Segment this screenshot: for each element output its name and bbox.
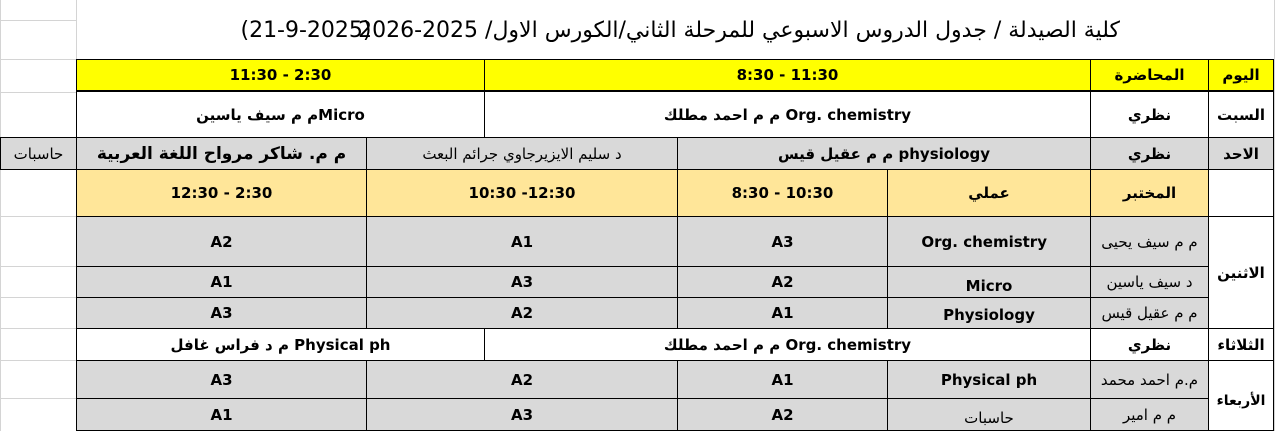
sunday-type: نظري — [1090, 137, 1209, 170]
monday-group-1-1: A3 — [677, 216, 888, 267]
monday-group-2-2: A3 — [366, 266, 678, 298]
lab-header-practical: عملي — [887, 169, 1091, 217]
wednesday-group-2-3: A1 — [76, 398, 367, 431]
tuesday-class-2: م د فراس غافل Physical ph — [76, 328, 485, 361]
sunday-class-1: م م عقيل قيس physiology — [677, 137, 1091, 170]
day-tuesday: الثلاثاء — [1208, 328, 1274, 361]
lab-header-lab: المختبر — [1090, 169, 1209, 217]
date-label: (21-9-2025) — [240, 17, 372, 43]
header-day: اليوم — [1208, 59, 1274, 91]
wednesday-group-1-1: A1 — [677, 360, 888, 399]
day-sunday: الاحد — [1208, 137, 1274, 170]
header-time-2: 11:30 - 2:30 — [76, 59, 485, 91]
monday-teacher-2: د سيف ياسين — [1090, 266, 1209, 298]
monday-group-2-3: A1 — [76, 266, 367, 298]
sunday-class-3: م م. شاكر مرواح اللغة العربية — [76, 137, 367, 170]
wednesday-teacher-1: م.م احمد محمد — [1090, 360, 1209, 399]
monday-subject-3: Physiology — [887, 297, 1091, 329]
monday-group-3-3: A3 — [76, 297, 367, 329]
monday-subject-2: Micro — [887, 266, 1091, 298]
lab-header-time-1: 8:30 - 10:30 — [677, 169, 888, 217]
page-title: كلية الصيدلة / جدول الدروس الاسبوعي للمرحلة الثاني/الكورس الاول/ 2025-2026 — [358, 17, 1120, 43]
day-monday: الاثنين — [1208, 216, 1274, 329]
wednesday-group-1-2: A2 — [366, 360, 678, 399]
wednesday-subject-2: حاسبات — [887, 398, 1091, 431]
monday-subject-1: Org. chemistry — [887, 216, 1091, 267]
day-wednesday: الأربعاء — [1208, 360, 1274, 431]
wednesday-group-2-2: A3 — [366, 398, 678, 431]
wednesday-teacher-2: م م امير — [1090, 398, 1209, 431]
monday-teacher-1: م م سيف يحيى — [1090, 216, 1209, 267]
tuesday-class-1: م م احمد مطلك Org. chemistry — [484, 328, 1091, 361]
sunday-class-2: د سليم الايزيرجاوي جرائم البعث — [366, 137, 678, 170]
wednesday-group-1-3: A3 — [76, 360, 367, 399]
wednesday-group-2-1: A2 — [677, 398, 888, 431]
tuesday-type: نظري — [1090, 328, 1209, 361]
monday-group-2-1: A2 — [677, 266, 888, 298]
lab-header-day-empty — [1208, 169, 1274, 217]
monday-group-1-3: A2 — [76, 216, 367, 267]
saturday-type: نظري — [1090, 91, 1209, 138]
lab-header-time-3: 12:30 - 2:30 — [76, 169, 367, 217]
monday-group-3-1: A1 — [677, 297, 888, 329]
monday-teacher-3: م م عقيل قيس — [1090, 297, 1209, 329]
day-saturday: السبت — [1208, 91, 1274, 138]
saturday-class-2: م م سيف ياسينMicro — [76, 91, 485, 138]
header-time-1: 8:30 - 11:30 — [484, 59, 1091, 91]
monday-group-1-2: A1 — [366, 216, 678, 267]
monday-group-3-2: A2 — [366, 297, 678, 329]
header-lecture: المحاضرة — [1090, 59, 1209, 91]
saturday-class-1: م م احمد مطلك Org. chemistry — [484, 91, 1091, 138]
lab-header-time-2: 10:30 -12:30 — [366, 169, 678, 217]
wednesday-subject-1: Physical ph — [887, 360, 1091, 399]
sunday-extra: حاسبات — [0, 137, 77, 170]
